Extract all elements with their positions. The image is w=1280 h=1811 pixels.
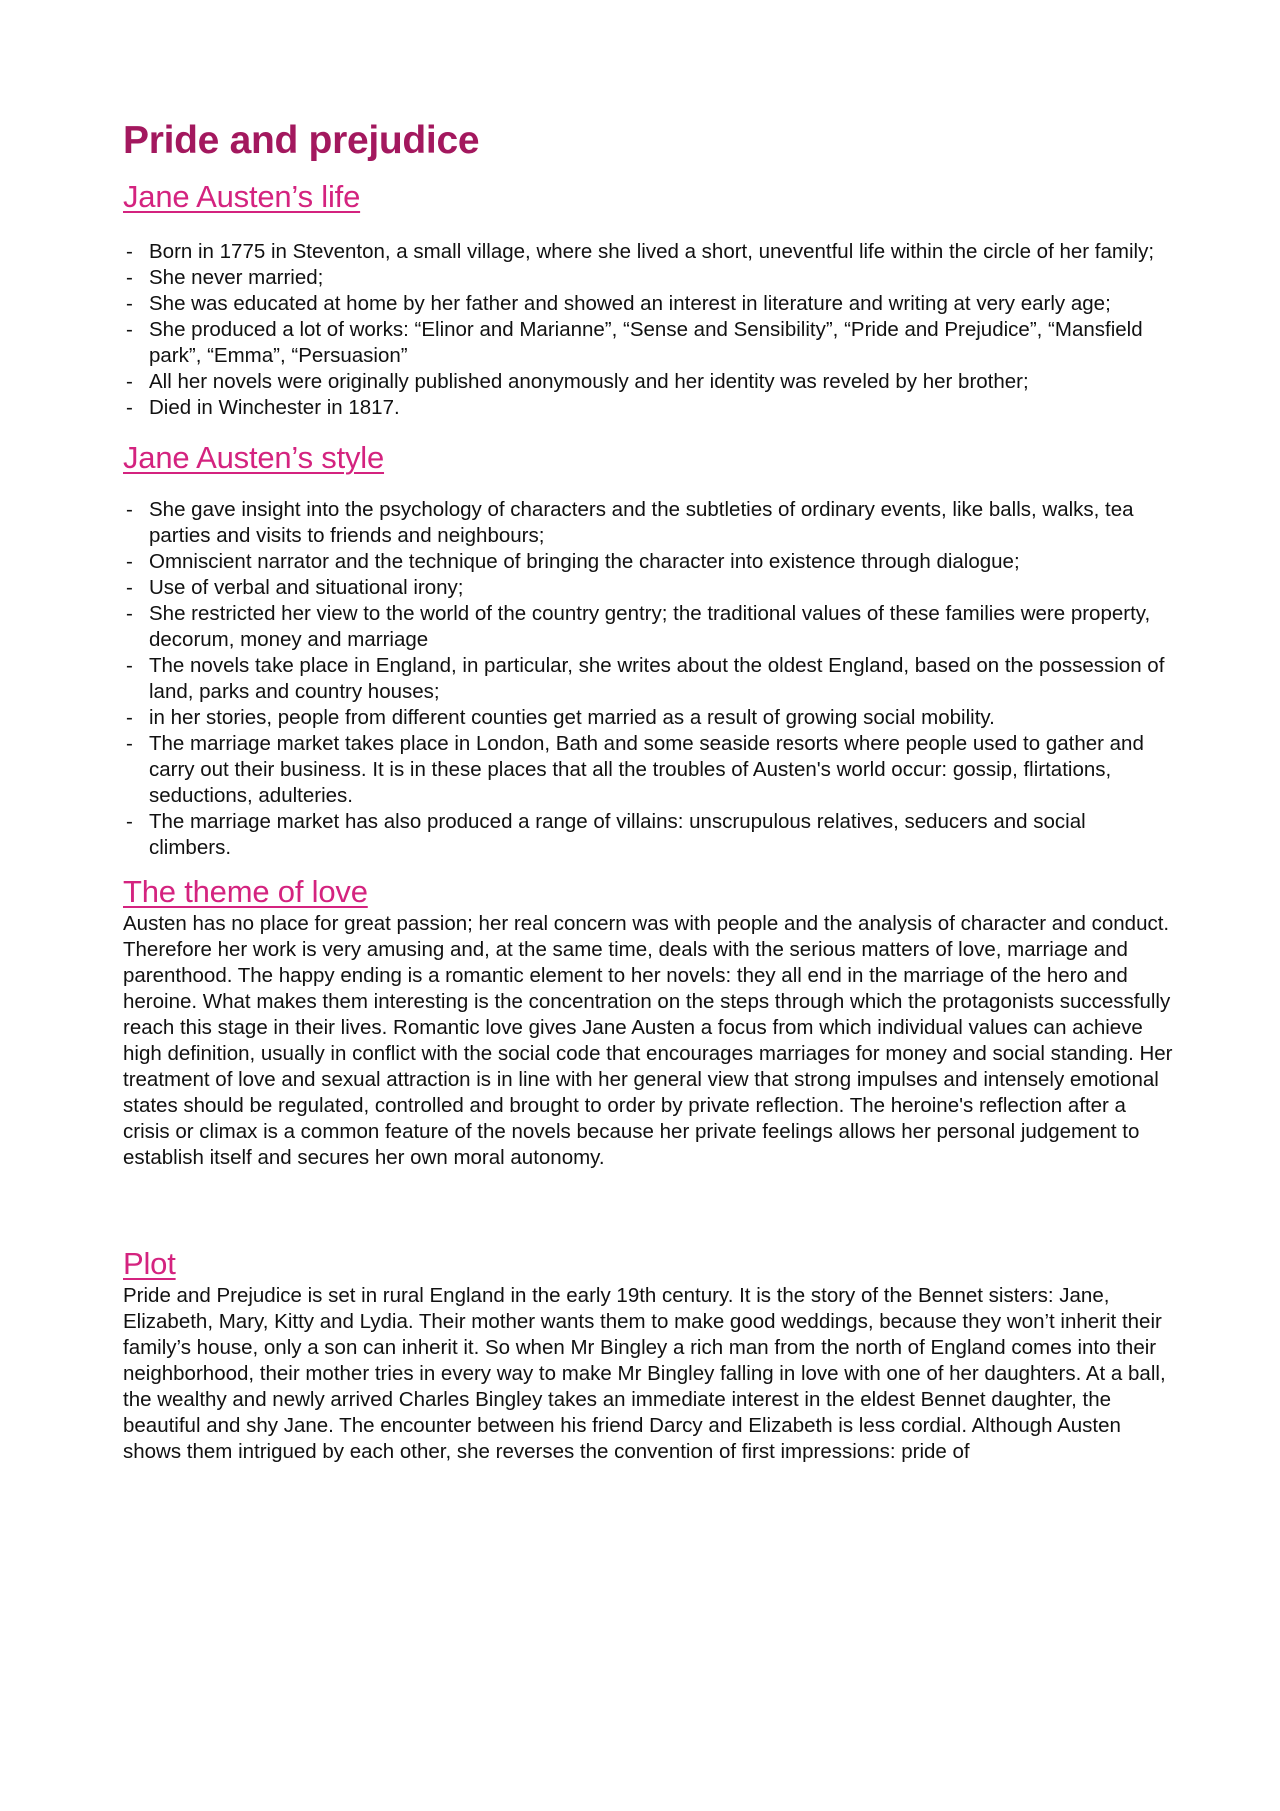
list-item: - Born in 1775 in Steventon, a small village, where she lived a short, uneventful life within the circle of her family; [126, 240, 1155, 263]
dash-bullet: - [126, 550, 133, 573]
list-item: - She never married; [126, 266, 324, 289]
list-item: - She restricted her view to the world of the country gentry; the traditional values of these families were property, decorum, money and marriage [126, 602, 1151, 651]
dash-bullet: - [126, 654, 133, 677]
love-paragraph: Austen has no place for great passion; her real concern was with people and the analysis of character and conduct. Therefore her work is very amusing and, at the same time, deals with the serious matters of love, marriage and parenthood. The happy ending is a romantic element to her novels: they all end in the marriage of the hero and heroine. What makes them interesting is the concentration on the steps through which the protagonists successfully reach this stage in their lives. Romantic love gives Jane Austen a focus from which individual values can achieve high definition, usually in conflict with the social code that encourages marriages for money and social standing. Her treatment of love and sexual attraction is in line with her general view that strong impulses and intensely emotional states should be regulated, controlled and brought to order by private reflection. The heroine's reflection after a crisis or climax is a common feature of the novels because her private feelings allows her personal judgement to establish itself and secures her own moral autonomy. [123, 912, 1173, 1169]
document-page [123, 118, 1173, 1465]
dash-bullet: - [126, 576, 133, 599]
plot-paragraph: Pride and Prejudice is set in rural England in the early 19th century. It is the story of the Bennet sisters: Jane, Elizabeth, Mary, Kitty and Lydia. Their mother wants them to make good weddings, because they won’t inherit their family’s house, only a son can inherit it. So when Mr Bingley a rich man from the north of England comes into their neighborhood, their mother tries in every way to make Mr Bingley falling in love with one of her daughters. At a ball, the wealthy and newly arrived Charles Bingley takes an immediate interest in the eldest Bennet daughter, the beautiful and shy Jane. The encounter between his friend Darcy and Elizabeth is less cordial. Although Austen shows them intrigued by each other, she reverses the convention of first impressions: pride of [123, 1284, 1166, 1463]
dash-bullet: - [126, 396, 133, 419]
list-item: - Omniscient narrator and the technique of bringing the character into existence through dialogue; [126, 550, 1020, 573]
document-title: Pride and prejudice [123, 119, 480, 162]
style-bullet-list [123, 497, 1173, 861]
list-item: - Use of verbal and situational irony; [126, 576, 464, 599]
dash-bullet: - [126, 706, 133, 729]
dash-bullet: - [126, 292, 133, 315]
dash-bullet: - [126, 602, 133, 625]
list-item: - The novels take place in England, in particular, she writes about the oldest England, based on the possession of land, parks and country houses; [126, 654, 1165, 703]
heading-austen-style: Jane Austen’s style [123, 440, 385, 475]
list-item: - The marriage market has also produced a range of villains: unscrupulous relatives, seducers and social climbers. [126, 810, 1086, 859]
heading-austen-life: Jane Austen’s life [123, 179, 361, 214]
dash-bullet: - [126, 498, 133, 521]
dash-bullet: - [126, 370, 133, 393]
list-item: - in her stories, people from different counties get married as a result of growing social mobility. [126, 706, 995, 729]
list-item: - She produced a lot of works: “Elinor and Marianne”, “Sense and Sensibility”, “Pride and Prejudice”, “Mansfield park”, “Emma”, “Persuasion” [126, 318, 1143, 367]
list-item: - Died in Winchester in 1817. [126, 396, 400, 419]
list-item: - She was educated at home by her father and showed an interest in literature and writing at very early age; [126, 292, 1111, 315]
dash-bullet: - [126, 266, 133, 289]
heading-plot: Plot [123, 1246, 176, 1281]
dash-bullet: - [126, 810, 133, 833]
dash-bullet: - [126, 732, 133, 755]
life-bullet-list [123, 239, 1173, 421]
heading-theme-of-love: The theme of love [123, 874, 368, 909]
list-item: - All her novels were originally published anonymously and her identity was reveled by her brother; [126, 370, 1029, 393]
dash-bullet: - [126, 240, 133, 263]
list-item: - She gave insight into the psychology of characters and the subtleties of ordinary events, like balls, walks, tea parties and visits to friends and neighbours; [126, 498, 1134, 547]
dash-bullet: - [126, 318, 133, 341]
list-item: - The marriage market takes place in London, Bath and some seaside resorts where people used to gather and carry out their business. It is in these places that all the troubles of Austen's world occur: gossip, flirtations, seductions, adulteries. [126, 732, 1144, 807]
